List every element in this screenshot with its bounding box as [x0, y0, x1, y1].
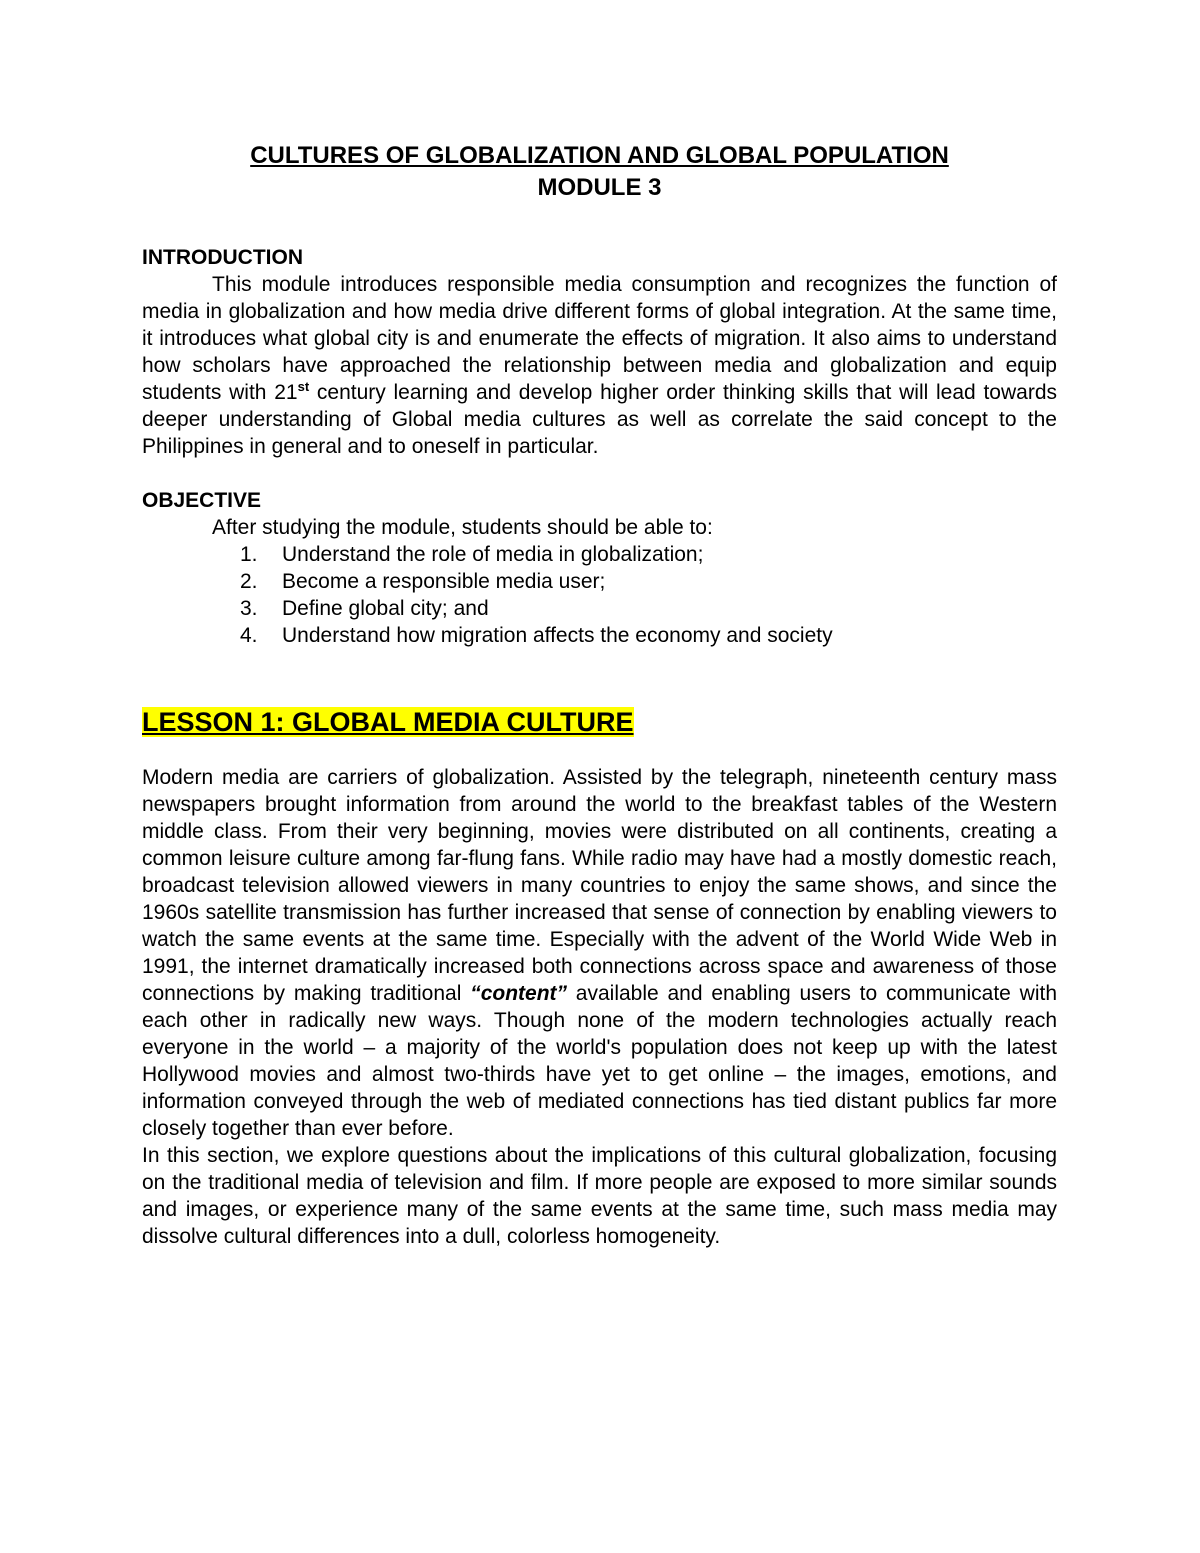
lesson-paragraph-1-part1: Modern media are carriers of globalization. Assisted by the telegraph, nineteenth century mass newspapers brought information from around the world to the breakfast tables of the Western middle class. From their very beginning, movies were distributed on all continents, creating a common leisure culture among far-flung fans. While radio may have had a mostly domestic reach, broadcast television allowed viewers in many countries to enjoy the same shows, and since the 1960s satellite transmission has further increased that sense of connection by enabling viewers to watch the same events at the same time. Especially with the advent of the World Wide Web in 1991, the internet dramatically increased both connections across space and awareness of those connections by making traditional [142, 766, 1057, 1005]
introduction-heading: INTRODUCTION [142, 246, 303, 269]
introduction-text-part2: century learning and develop higher order thinking skills that will lead towards deeper understanding of Global media cultures as well as correlate the said concept to the Philippines in general and to oneself in particular. [142, 381, 1057, 458]
objective-heading: OBJECTIVE [142, 489, 262, 512]
list-item-text: Become a responsible media user; [282, 570, 606, 593]
introduction-text-part1: This module introduces responsible media consumption and recognizes the function of media in globalization and how media drive different forms of global integration. At the same time, it introduces what global city is and enumerate the effects of migration. It also aims to understand how scholars have approached the relationship between media and globalization and equip students with 21 [142, 273, 1057, 404]
list-item-number: 3. [240, 597, 258, 620]
lesson-paragraph-1-part2: available and enabling users to communicate with each other in radically new ways. Though none of the modern technologies actually reach everyone in the world – a majority of the world's population does not keep up with the latest Hollywood movies and almost two-thirds have yet to get online – the images, emotions, and information conveyed through the web of mediated connections has tied distant publics far more closely together than ever before. [142, 982, 1057, 1140]
list-item-number: 1. [240, 543, 258, 566]
lesson-paragraph-2: In this section, we explore questions about the implications of this cultural globalization, focusing on the traditional media of television and film. If more people are exposed to more similar sounds and images, or experience many of the same events at the same time, such mass media may dissolve cultural differences into a dull, colorless homogeneity. [142, 1144, 1057, 1248]
document-title-text: CULTURES OF GLOBALIZATION AND GLOBAL POPULATION [250, 142, 949, 169]
ordinal-superscript: st [297, 379, 310, 394]
list-item [240, 622, 1057, 649]
lesson-heading-block [142, 704, 1057, 740]
content-emphasis: “content” [470, 982, 568, 1005]
list-item [240, 595, 1057, 622]
introduction-paragraph [142, 271, 1057, 460]
module-label: MODULE 3 [537, 174, 662, 201]
list-item [240, 568, 1057, 595]
document-page [142, 140, 1057, 1250]
list-item-text: Define global city; and [282, 597, 489, 620]
lesson-paragraph-1 [142, 764, 1057, 1142]
list-item-number: 2. [240, 570, 258, 593]
lesson-title: LESSON 1: GLOBAL MEDIA CULTURE [142, 707, 634, 737]
list-item-number: 4. [240, 624, 258, 647]
list-item-text: Understand the role of media in globalization; [282, 543, 704, 566]
document-title [142, 140, 1057, 172]
list-item [240, 541, 1057, 568]
objectives-list [142, 541, 1057, 649]
list-item-text: Understand how migration affects the economy and society [282, 624, 833, 647]
objective-lead: After studying the module, students should be able to: [212, 516, 713, 539]
